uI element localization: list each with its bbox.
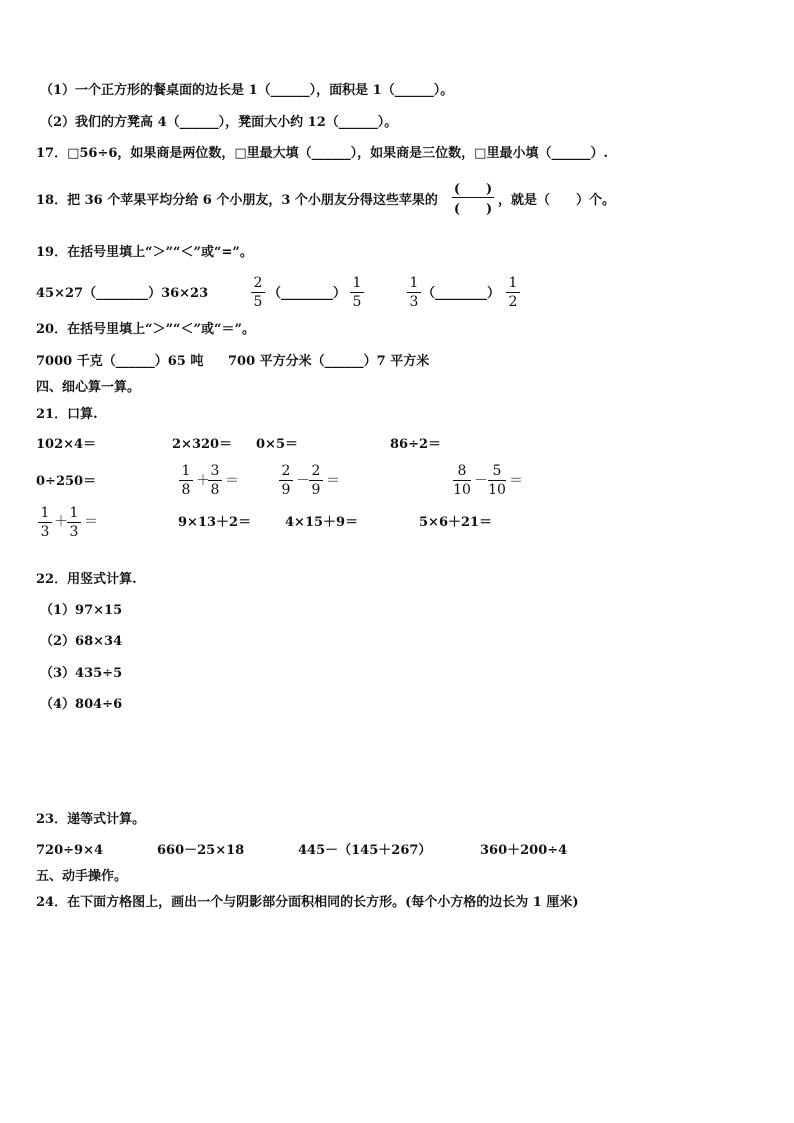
q22-item2: （2）68×34	[40, 634, 123, 649]
plus-sign: ＋	[54, 514, 68, 530]
q20-item1: 7000 千克（______）65 吨	[36, 354, 204, 369]
denominator: 5	[352, 294, 362, 310]
denominator: 3	[40, 524, 50, 540]
q16-line1: （1）一个正方形的餐桌面的边长是 1（______），面积是 1（______）。	[40, 83, 454, 98]
q19-paren-2: （________）	[422, 286, 501, 301]
q18-denominator-paren: ( )	[453, 202, 493, 217]
equals-sign: ＝	[326, 473, 340, 489]
numerator: 1	[69, 505, 79, 521]
equals-sign: ＝	[225, 473, 239, 489]
q21-row1-item4: 86÷2＝	[390, 437, 442, 452]
q18-text-before: 18．把 36 个苹果平均分给 6 个小朋友，3 个小朋友分得这些苹果的	[36, 193, 438, 208]
numerator: 8	[457, 463, 467, 479]
q21-title: 21．口算.	[36, 407, 98, 422]
q21-row3-item3: 4×15＋9＝	[285, 515, 359, 530]
fraction-1-8	[177, 463, 195, 498]
numerator: 1	[181, 463, 191, 479]
q22-item1: （1）97×15	[40, 603, 123, 618]
q21-row3-item4: 5×6＋21＝	[419, 515, 493, 530]
q21-row1-item2: 2×320＝	[172, 437, 233, 452]
fraction-3-8	[206, 463, 224, 498]
denominator: 5	[253, 294, 263, 310]
denominator: 10	[453, 482, 471, 498]
numerator: 1	[508, 275, 518, 291]
equals-sign: ＝	[84, 514, 98, 530]
denominator: 2	[508, 294, 518, 310]
q21-row3-item2: 9×13＋2＝	[178, 515, 252, 530]
q19-title: 19．在括号里填上“＞”“＜”或“=”。	[36, 245, 253, 260]
q22-item3: （3）435÷5	[40, 666, 123, 681]
q16-line2: （2）我们的方凳高 4（______），凳面大小约 12（______）。	[40, 115, 398, 130]
q19-fraction-1-5	[348, 275, 366, 310]
q23-title: 23．递等式计算。	[36, 812, 146, 827]
fraction-1-3-b	[65, 505, 83, 540]
fraction-5-10	[486, 463, 508, 498]
q24-text: 24．在下面方格图上，画出一个与阴影部分面积相同的长方形。(每个小方格的边长为 1 厘米)	[36, 895, 579, 910]
q19-item1: 45×27（________）36×23	[36, 286, 209, 301]
q19-fraction-1-3	[405, 275, 423, 310]
q18-text-after: ，就是（ ）个。	[498, 193, 616, 208]
denominator: 9	[311, 482, 321, 498]
numerator: 1	[40, 505, 50, 521]
q22-item4: （4）804÷6	[40, 697, 123, 712]
equals-sign: ＝	[509, 473, 523, 489]
q21-row2-item1: 0÷250＝	[36, 474, 97, 489]
q18-blank-fraction	[450, 178, 496, 217]
denominator: 3	[409, 294, 419, 310]
q20-item2: 700 平方分米（______）7 平方米	[228, 354, 430, 369]
denominator: 10	[488, 482, 506, 498]
fraction-8-10	[451, 463, 473, 498]
q19-fraction-2-5	[249, 275, 267, 310]
q23-item1: 720÷9×4	[36, 843, 104, 858]
q21-row1-item1: 102×4＝	[36, 437, 97, 452]
q17-text: 17．□56÷6，如果商是两位数，□里最大填（______），如果商是三位数，□里最小填（______）.	[36, 146, 608, 161]
minus-sign: －	[474, 473, 488, 489]
q18-numerator-paren: ( )	[453, 182, 493, 197]
q23-item4: 360＋200÷4	[480, 843, 568, 858]
numerator: 1	[352, 275, 362, 291]
numerator: 1	[409, 275, 419, 291]
numerator: 2	[311, 463, 321, 479]
numerator: 2	[253, 275, 263, 291]
fraction-2-9-b	[307, 463, 325, 498]
plus-sign: ＋	[196, 473, 210, 489]
q23-item3: 445－（145＋267）	[298, 843, 432, 858]
section4-title: 四、细心算一算。	[36, 380, 141, 395]
numerator: 5	[492, 463, 502, 479]
numerator: 3	[210, 463, 220, 479]
q20-title: 20．在括号里填上“＞”“＜”或“＝”。	[36, 322, 255, 337]
denominator: 9	[281, 482, 291, 498]
minus-sign: －	[296, 473, 310, 489]
q22-title: 22．用竖式计算.	[36, 572, 137, 587]
denominator: 3	[69, 524, 79, 540]
q19-paren-1: （________）	[268, 286, 347, 301]
denominator: 8	[210, 482, 220, 498]
section5-title: 五、动手操作。	[36, 869, 128, 884]
fraction-1-3-a	[36, 505, 54, 540]
numerator: 2	[281, 463, 291, 479]
denominator: 8	[181, 482, 191, 498]
q23-item2: 660－25×18	[157, 843, 245, 858]
q21-row1-item3: 0×5＝	[256, 437, 298, 452]
q19-fraction-1-2	[504, 275, 522, 310]
fraction-2-9-a	[277, 463, 295, 498]
